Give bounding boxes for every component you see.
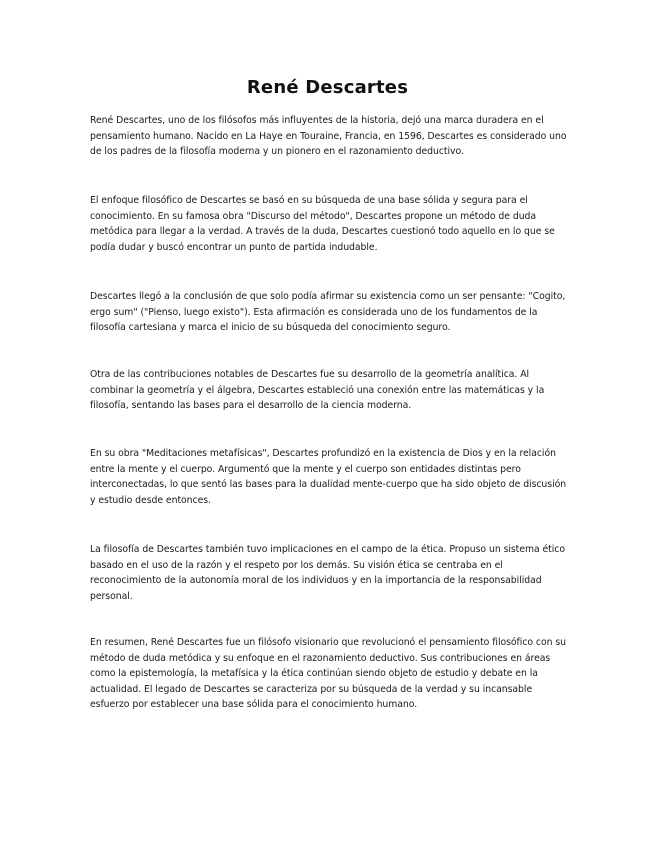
paragraph-philosophical-approach: El enfoque filosófico de Descartes se basó en su búsqueda de una base sólida y segura para el conocimiento. En su famosa obra "Discurso del método", Descartes propone un método de duda metódica para llegar a la verdad. A través de la duda, Descartes cuestionó todo aquello en lo que se podía dudar y buscó encontrar un punto de partida indudable. (90, 195, 555, 253)
paragraph-meditations: En su obra "Meditaciones metafísicas", Descartes profundizó en la existencia de Dios y en la relación entre la mente y el cuerpo. Argumentó que la mente y el cuerpo son entidades distintas pero interconectadas, lo que sentó las bases para la dualidad mente-cuerpo que ha sido objeto de discusión y estudio desde entonces. (90, 448, 567, 506)
paragraph-summary: En resumen, René Descartes fue un filósofo visionario que revolucionó el pensamiento filosófico con su método de duda metódica y su enfoque en el razonamiento deductivo. Sus contribuciones en áreas como la epistemología, la metafísica y la ética continúan siendo objeto de estudio y debate en la actualidad. El legado de Descartes se caracteriza por su búsqueda de la verdad y su incansable esfuerzo por establecer una base sólida para el conocimiento humano. (90, 637, 567, 710)
document-title: René Descartes (246, 77, 409, 98)
paragraph-ethics: La filosofía de Descartes también tuvo implicaciones en el campo de la ética. Propuso un sistema ético basado en el uso de la razón y el respeto por los demás. Su visión ética se centraba en el reconocimiento de la autonomía moral de los individuos y en la importancia de la responsabilidad personal. (90, 544, 566, 602)
paragraph-cogito: Descartes llegó a la conclusión de que solo podía afirmar su existencia como un ser pensante: "Cogito, ergo sum" ("Pienso, luego existo"). Esta afirmación es considerada uno de los fundamentos de la filosofía cartesiana y marca el inicio de su búsqueda del conocimiento seguro. (90, 291, 566, 333)
paragraph-analytic-geometry: Otra de las contribuciones notables de Descartes fue su desarrollo de la geometría analítica. Al combinar la geometría y el álgebra, Descartes estableció una conexión entre las matemáticas y la filosofía, sentando las bases para el desarrollo de la ciencia moderna. (90, 369, 545, 411)
paragraph-introduction: René Descartes, uno de los filósofos más influyentes de la historia, dejó una marca duradera en el pensamiento humano. Nacido en La Haye en Touraine, Francia, en 1596, Descartes es considerado uno de los padres de la filosofía moderna y un pionero en el razonamiento deductivo. (90, 115, 567, 157)
